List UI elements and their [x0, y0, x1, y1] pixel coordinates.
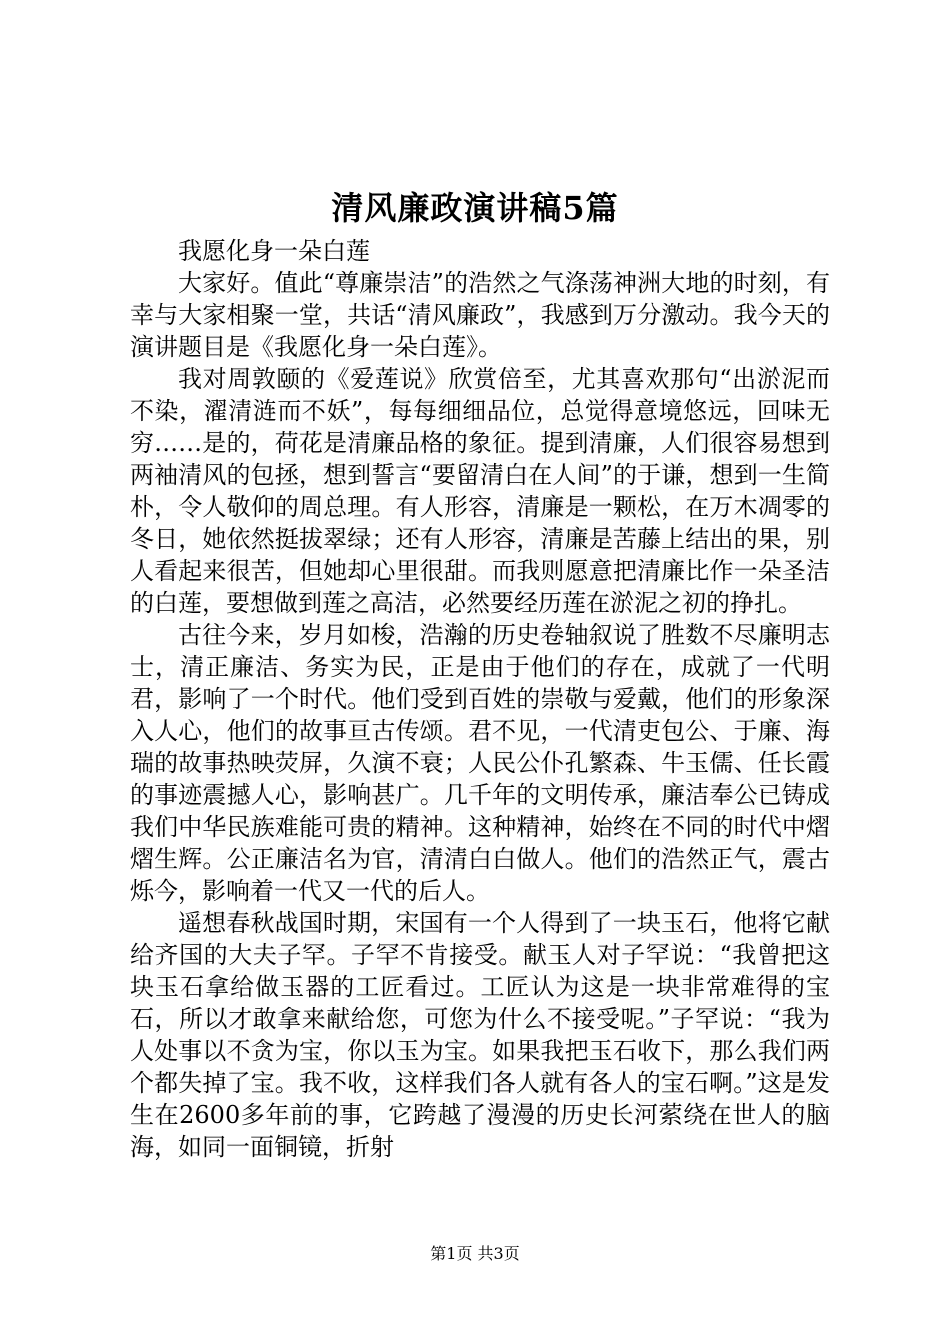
document-title: 清风廉政演讲稿5篇 — [331, 189, 619, 227]
page-footer: 第1页 共3页 — [430, 1244, 520, 1263]
paragraph: 古往今来，岁月如梭，浩瀚的历史卷轴叙说了胜数不尽廉明志士，清正廉洁、务实为民，正是由于他们的存在，成就了一代明君，影响了一个时代。他们受到百姓的崇敬与爱戴，他们的形象深入人心，他们的故事亘古传颂。君不见，一代清吏包公、于廉、海瑞的故事热映荧屏，久演不衰；人民公仆孔繁森、牛玉儒、任长霞的事迹震撼人心，影响甚广。几千年的文明传承，廉洁奉公已铸成我们中华民族难能可贵的精神。这种精神，始终在不同的时代中熠熠生辉。公正廉洁名为官，清清白白做人。他们的浩然正气，震古烁今，影响着一代又一代的后人。 — [130, 621, 830, 905]
paragraph-subtitle: 我愿化身一朵白莲 — [178, 237, 370, 265]
paragraph: 我对周敦颐的《爱莲说》欣赏倍至，尤其喜欢那句“出淤泥而不染，濯清涟而不妖”，每每细细品位，总觉得意境悠远，回味无穷……是的，荷花是清廉品格的象征。提到清廉，人们很容易想到两袖清风的包拯，想到誓言“要留清白在人间”的于谦，想到一生简朴，令人敬仰的周总理。有人形容，清廉是一颗松，在万木凋零的冬日，她依然挺拔翠绿；还有人形容，清廉是苦藤上结出的果，别人看起来很苦，但她却心里很甜。而我则愿意把清廉比作一朵圣洁的白莲，要想做到莲之高洁，必然要经历莲在淤泥之初的挣扎。 — [130, 365, 830, 617]
paragraph: 大家好。值此“尊廉崇洁”的浩然之气涤荡神洲大地的时刻，有幸与大家相聚一堂，共话“清风廉政”，我感到万分激动。我今天的演讲题目是《我愿化身一朵白莲》。 — [130, 269, 830, 361]
paragraph: 遥想春秋战国时期，宋国有一个人得到了一块玉石，他将它献给齐国的大夫子罕。子罕不肯接受。献玉人对子罕说：“我曾把这块玉石拿给做玉器的工匠看过。工匠认为这是一块非常难得的宝石，所以才敢拿来献给您，可您为什么不接受呢。”子罕说：“我为人处事以不贪为宝，你以玉为宝。如果我把玉石收下，那么我们两个都失掉了宝。我不收，这样我们各人就有各人的宝石啊。”这是发生在2600多年前的事，它跨越了漫漫的历史长河萦绕在世人的脑海，如同一面铜镜，折射 — [130, 909, 830, 1161]
document-body — [130, 235, 830, 1163]
